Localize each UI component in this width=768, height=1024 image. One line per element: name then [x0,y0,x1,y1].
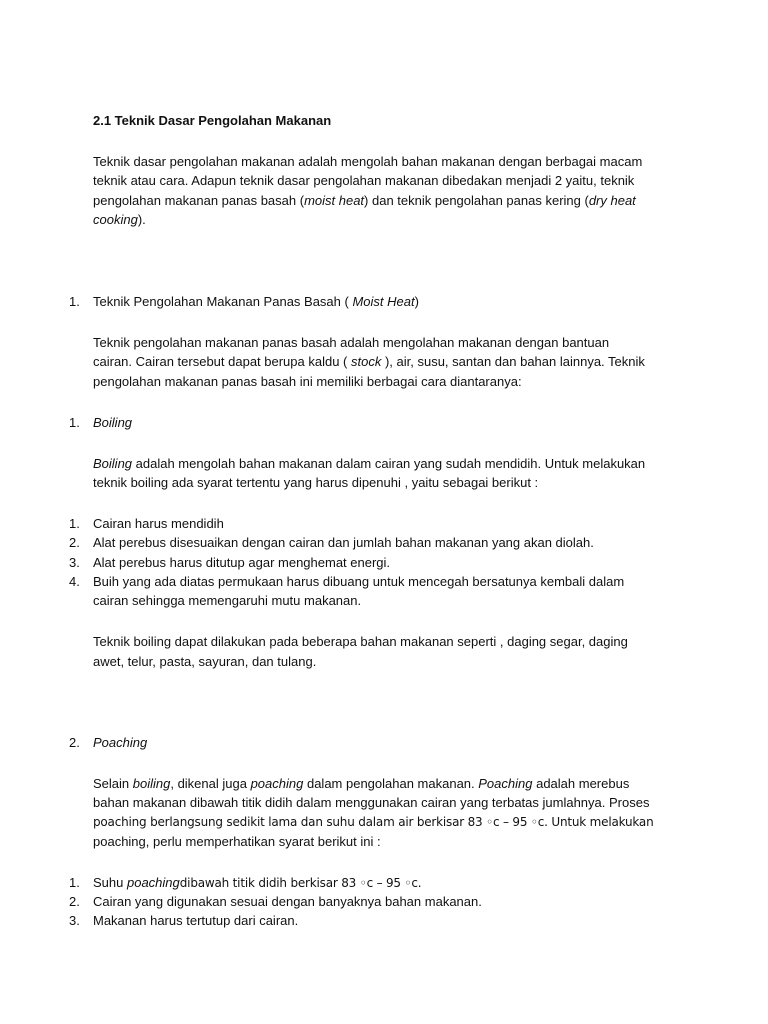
list-item: Alat perebus harus ditutup agar menghemat energi. [93,555,391,570]
text-run: Selain [93,776,133,791]
list-item: Makanan harus tertutup dari cairan. [93,913,299,928]
text-run: Teknik Pengolahan Makanan Panas Basah ( [93,294,353,309]
list-item [93,873,421,893]
paragraph-line: Teknik pengolahan makanan panas basah adalah mengolahan makanan dengan bantuan [93,335,610,350]
text-run: adalah merebus [532,776,630,791]
list-number: 2. [69,535,80,550]
subsection-title [93,292,419,311]
subsection-title: Boiling [93,415,133,430]
list-item: Buih yang ada diatas permukaan harus dibuang untuk mencegah bersatunya kembali dalam [93,574,625,589]
italic-term: poaching [126,875,180,890]
paragraph-line [93,352,645,371]
text-run: ). [137,212,146,227]
list-number: 1. [69,516,80,531]
list-number: 3. [69,555,80,570]
intro-line: Teknik dasar pengolahan makanan adalah mengolah bahan makanan dengan berbagai macam [93,154,643,169]
text-run: ), air, susu, santan dan bahan lainnya. Teknik [381,354,645,369]
intro-line: teknik atau cara. Adapun teknik dasar pengolahan makanan dibedakan menjadi 2 yaitu, teknik [93,173,635,188]
italic-term: stock [351,354,382,369]
text-run: dalam pengolahan makanan. [303,776,479,791]
list-item: Cairan yang digunakan sesuai dengan banyaknya bahan makanan. [93,894,482,909]
paragraph-line [93,454,645,473]
paragraph-line: poaching berlangsung sedikit lama dan suhu dalam air berkisar 83 ◦c – 95 ◦c. Untuk melakukan [93,815,654,829]
list-number: 1. [69,415,80,430]
paragraph-line [93,774,629,793]
list-number: 1. [69,875,80,890]
italic-term: Poaching [478,776,533,791]
paragraph-line: teknik boiling ada syarat tertentu yang harus dipenuhi , yaitu sebagai berikut : [93,475,539,490]
paragraph-line: bahan makanan dibawah titik didih dalam menggunakan cairan yang terbatas jumlahnya. Proses [93,795,650,810]
intro-line [93,210,146,229]
italic-term: cooking [93,212,138,227]
intro-line [93,191,636,210]
list-number: 2. [69,894,80,909]
text-run: , dikenal juga [170,776,251,791]
text-run: dibawah titik didih berkisar 83 ◦c – 95 ◦c. [179,876,422,890]
text-run: pengolahan makanan panas basah ( [93,193,305,208]
section-heading: 2.1 Teknik Dasar Pengolahan Makanan [93,113,332,128]
italic-term: boiling [132,776,171,791]
list-number: 1. [69,294,80,309]
list-item: Alat perebus disesuaikan dengan cairan dan jumlah bahan makanan yang akan diolah. [93,535,594,550]
text-run: ) dan teknik pengolahan panas kering ( [364,193,589,208]
italic-term: moist heat [304,193,365,208]
text-run: Suhu [93,875,127,890]
italic-term: poaching [250,776,304,791]
text-run: cairan. Cairan tersebut dapat berupa kaldu ( [93,354,351,369]
list-item: Cairan harus mendidih [93,516,224,531]
list-item-continuation: cairan sehingga memengaruhi mutu makanan. [93,593,362,608]
paragraph-line: pengolahan makanan panas basah ini memiliki berbagai cara diantaranya: [93,374,522,389]
text-run: adalah mengolah bahan makanan dalam cairan yang sudah mendidih. Untuk melakukan [132,456,646,471]
list-number: 3. [69,913,80,928]
italic-term: Moist Heat [352,294,415,309]
subsection-title: Poaching [93,735,148,750]
list-number: 2. [69,735,80,750]
paragraph-line: poaching, perlu memperhatikan syarat berikut ini : [93,834,381,849]
italic-term: dry heat [588,193,636,208]
list-number: 4. [69,574,80,589]
text-run: ) [414,294,419,309]
italic-term: Boiling [93,456,133,471]
paragraph-line: awet, telur, pasta, sayuran, dan tulang. [93,654,317,669]
paragraph-line: Teknik boiling dapat dilakukan pada beberapa bahan makanan seperti , daging segar, daging [93,634,628,649]
